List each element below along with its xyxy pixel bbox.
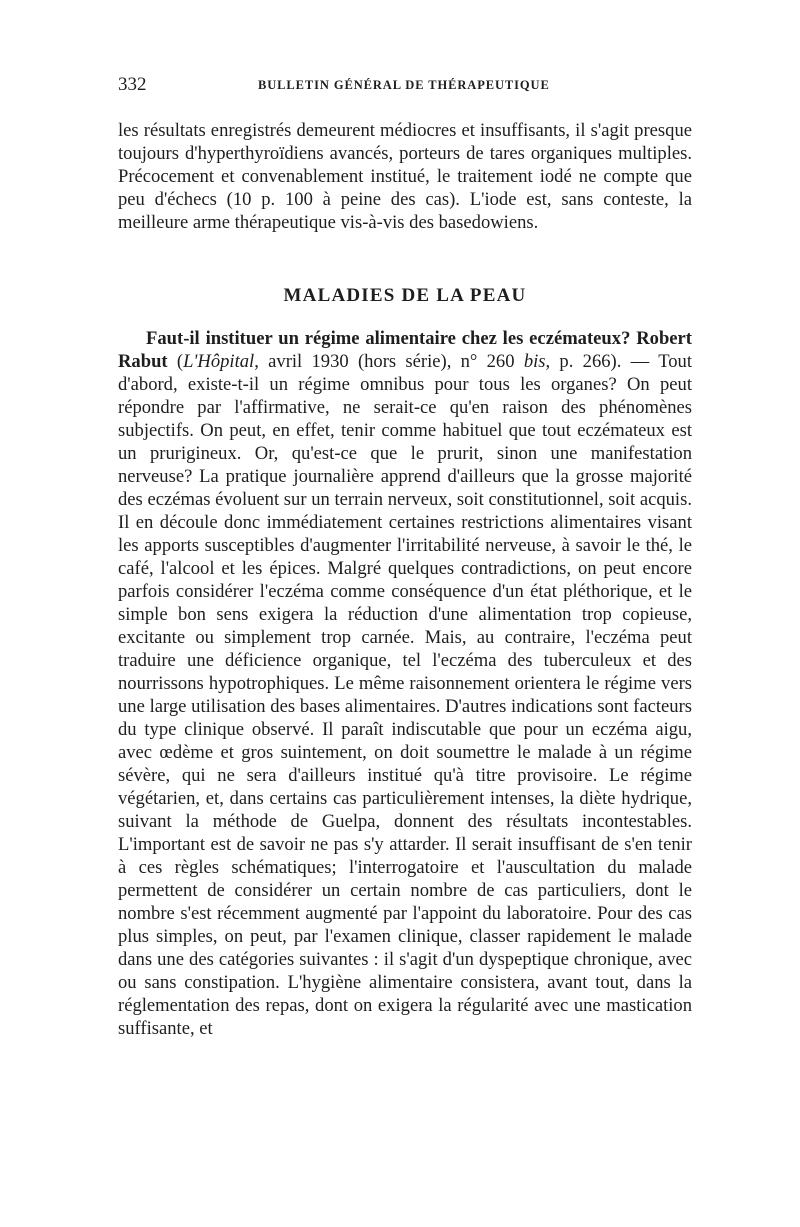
source-close: , p. 266).	[545, 351, 622, 372]
intro-paragraph: les résultats enregistrés demeurent médiocres et insuffisants, il s'agit presque toujours d'hyperthyroïdiens avancés, porteurs de tares organiques multiples. Précocement et convenablement institué, le traitement iodé ne compte que peu d'échecs (10 p. 100 à peine des cas). L'iode est, sans conteste, la meilleure arme thérapeutique vis-à-vis des basedowiens.	[118, 120, 692, 233]
section-title: MALADIES DE LA PEAU	[283, 285, 527, 306]
article-author: Robert Rabut	[118, 328, 692, 372]
journal-name: L'Hôpital	[183, 351, 255, 372]
running-title: BULLETIN GÉNÉRAL DE THÉRAPEUTIQUE	[258, 78, 550, 92]
article-question: Faut-il instituer un régime alimentaire chez les eczémateux?	[146, 328, 631, 349]
article-paragraph	[118, 327, 692, 1040]
source-open: (	[167, 351, 184, 372]
source-details: , avril 1930 (hors série), n° 260	[254, 351, 524, 372]
article-body: — Tout d'abord, existe-t-il un régime omnibus pour tous les organes? On peut répondre par l'affirmative, ne serait-ce qu'en raison des phénomènes subjectifs. On peut, en effet, tenir comme habituel que tout eczémateux est un prurigineux. Or, qu'est-ce que le prurit, sinon une manifestation nerveuse? La pratique journalière apprend d'ailleurs que la grosse majorité des eczémas évoluent sur un terrain nerveux, soit constitutionnel, soit acquis. Il en découle donc immédiatement certaines restrictions alimentaires visant les apports susceptibles d'augmenter l'irritabilité nerveuse, à savoir le thé, le café, l'alcool et les épices. Malgré quelques contradictions, on peut encore parfois considérer l'eczéma comme conséquence d'un état pléthorique, et le simple bon sens exigera la réduction d'une alimentation trop copieuse, excitante ou simplement trop carnée. Mais, au contraire, l'eczéma peut traduire une déficience organique, tel l'eczéma des tuberculeux et des nourrissons hypotrophiques. Le même raisonnement orientera le régime vers une large utilisation des bases alimentaires. D'autres indications sont facteurs du type clinique observé. Il paraît indiscutable que pour un eczéma aigu, avec œdème et gros suintement, on doit soumettre le malade à un régime sévère, qui ne sera d'ailleurs institué qu'à titre provisoire. Le régime végétarien, et, dans certains cas particulièrement intenses, la diète hydrique, suivant la méthode de Guelpa, donnent des résultats incontestables. L'important est de savoir ne pas s'y attarder. Il serait insuffisant de s'en tenir à ces règles schématiques; l'interrogatoire et l'auscultation du malade permettent de considérer un certain nombre de cas particuliers, dont le nombre s'est récemment augmenté par l'appoint du laboratoire. Pour des cas plus simples, on peut, par l'examen clinique, classer rapidement le malade dans une des catégories suivantes : il s'agit d'un dyspeptique chronique, avec ou sans constipation. L'hygiène alimentaire consistera, avant tout, dans la réglementation des repas, dont on exigera la régularité avec une mastication suffisante, et	[118, 351, 693, 1039]
issue-suffix: bis	[523, 351, 546, 372]
page-number: 332	[118, 74, 147, 95]
page-header	[118, 74, 690, 98]
